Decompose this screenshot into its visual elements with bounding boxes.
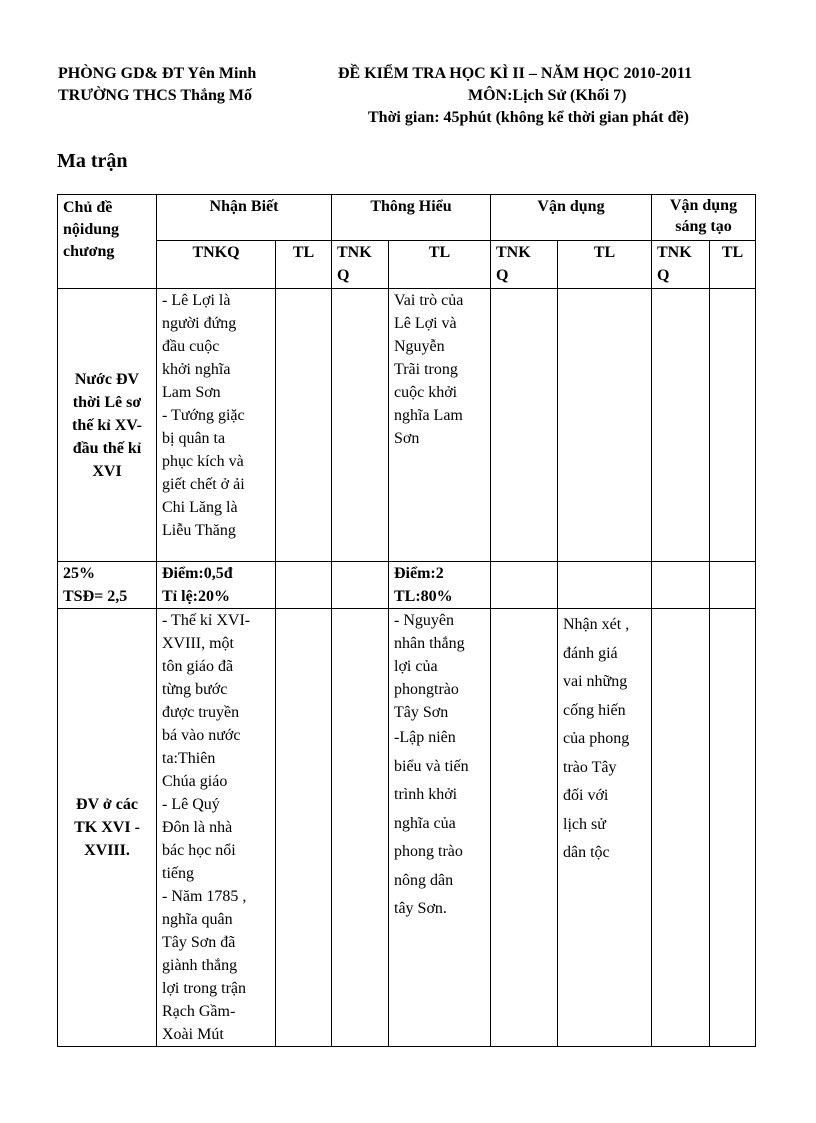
section-title: Ma trận	[57, 150, 128, 172]
understand-tl-part-a: - Nguyên nhân thắng lợi của phongtrào Tây Sơn	[394, 612, 465, 721]
empty-cell	[276, 609, 332, 1047]
subheader-cell: TNKQ	[157, 241, 276, 289]
empty-cell	[276, 289, 332, 562]
understand-tl-part-b: -Lập niên biểu và tiến trình khởi nghĩa của phong trào nông dân tây Sơn.	[394, 729, 469, 917]
exam-subject: MÔN:Lịch Sử (Khối 7)	[468, 87, 627, 104]
empty-cell	[558, 562, 652, 609]
empty-cell	[710, 289, 756, 562]
table-subheader-row	[58, 241, 756, 289]
empty-cell	[491, 562, 558, 609]
understand-tl-cell: Vai trò của Lê Lợi và Nguyễn Trãi trong cuộc khởi nghĩa Lam Sơn	[389, 289, 491, 562]
empty-cell	[652, 289, 710, 562]
empty-cell	[491, 289, 558, 562]
empty-cell	[332, 289, 389, 562]
understand-tl-cell	[389, 609, 491, 1047]
empty-cell	[652, 609, 710, 1047]
empty-cell	[558, 289, 652, 562]
school-header	[58, 63, 256, 107]
exam-duration: Thời gian: 45phút (không kể thời gian phát đề)	[368, 109, 689, 126]
subheader-cell: TNK Q	[652, 241, 710, 289]
subheader-cell: TL	[276, 241, 332, 289]
empty-cell	[710, 609, 756, 1047]
level-header-apply: Vận dụng	[491, 195, 652, 241]
empty-cell	[710, 562, 756, 609]
table-row	[58, 289, 756, 562]
table-header-row	[58, 195, 756, 241]
exam-title: ĐỀ KIỂM TRA HỌC KÌ II – NĂM HỌC 2010-2011	[338, 65, 692, 82]
department-name: PHÒNG GD& ĐT Yên Minh	[58, 65, 257, 82]
subheader-cell: TL	[558, 241, 652, 289]
topic-header: Chủ đề nộidung chương	[58, 195, 157, 289]
recognize-score-cell: Điểm:0,5đ Tỉ lệ:20%	[157, 562, 276, 609]
row-topic: ĐV ở các TK XVI - XVIII.	[58, 609, 157, 1047]
level-header-recognize: Nhận Biết	[157, 195, 332, 241]
matrix-table	[57, 194, 756, 1047]
row-score-weight: 25% TSĐ= 2,5	[58, 562, 157, 609]
empty-cell	[332, 562, 389, 609]
row-topic: Nước ĐV thời Lê sơ thế kỉ XV- đầu thế kỉ XVI	[58, 289, 157, 562]
subheader-cell: TNK Q	[332, 241, 389, 289]
subheader-cell: TNK Q	[491, 241, 558, 289]
level-header-understand: Thông Hiểu	[332, 195, 491, 241]
recognize-tnkq-cell: - Lê Lợi là người đứng đầu cuộc khởi nghĩa Lam Sơn - Tướng giặc bị quân ta phục kích và giết chết ở ải Chi Lăng là Liễu Thăng	[157, 289, 276, 562]
table-row	[58, 609, 756, 1047]
empty-cell	[276, 562, 332, 609]
recognize-tnkq-cell: - Thế kỉ XVI- XVIII, một tôn giáo đã từng bước được truyền bá vào nước ta:Thiên Chúa giáo - Lê Quý Đôn là nhà bác học nổi tiếng - Năm 1785 , nghĩa quân Tây Sơn đã giành thắng lợi trong trận Rạch Gầm- Xoài Mút	[157, 609, 276, 1047]
apply-tl-cell: Nhận xét , đánh giá vai những cống hiến của phong trào Tây đối với lịch sử dân tộc	[558, 609, 652, 1047]
school-name: TRƯỜNG THCS Thắng Mố	[58, 87, 252, 104]
understand-score-cell: Điểm:2 TL:80%	[389, 562, 491, 609]
table-row	[58, 562, 756, 609]
subheader-cell: TL	[710, 241, 756, 289]
empty-cell	[332, 609, 389, 1047]
level-header-creative: Vận dụng sáng tạo	[652, 195, 756, 241]
subheader-cell: TL	[389, 241, 491, 289]
empty-cell	[491, 609, 558, 1047]
empty-cell	[652, 562, 710, 609]
